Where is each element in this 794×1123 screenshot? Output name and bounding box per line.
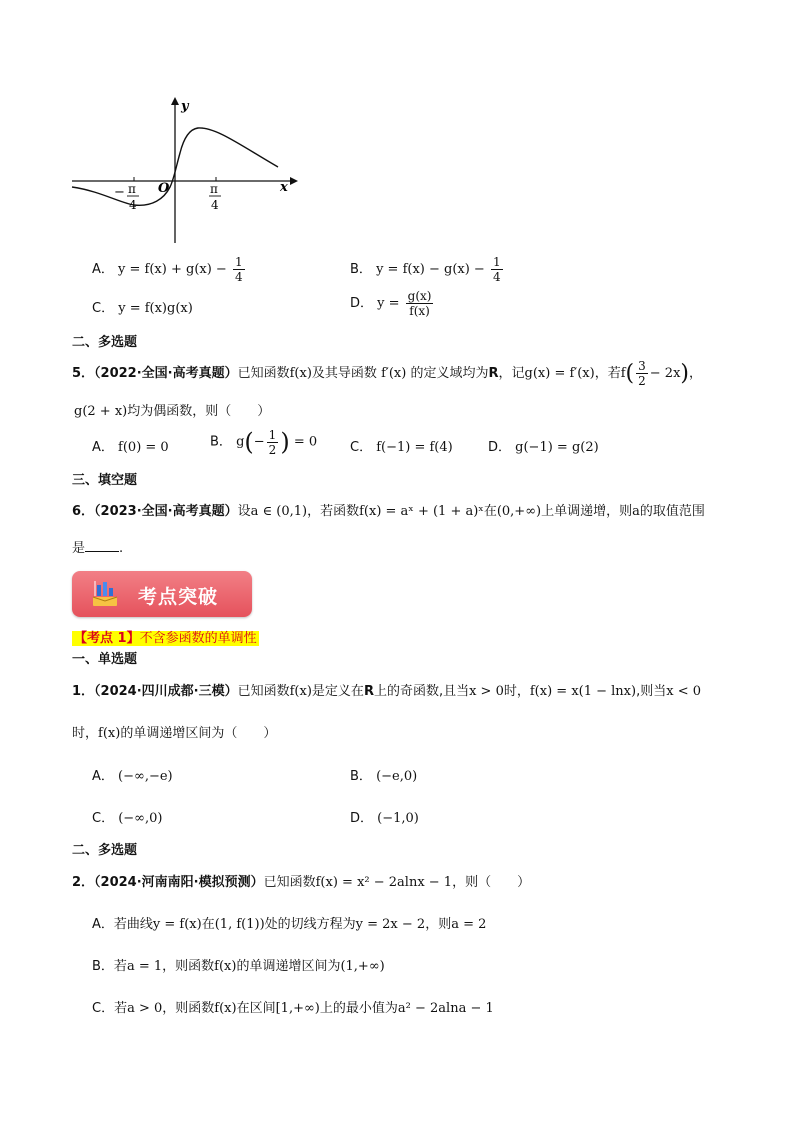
p1-text: 上的奇函数,且当 [373,684,470,699]
q4-option-a-label: A． [92,262,114,277]
q4-option-a-frac [233,256,245,283]
p1-number: 1． [72,684,95,699]
p2-text: 若曲线 [113,917,153,932]
p1-stem-line1 [72,680,701,699]
p1-math: f(x) [289,684,312,699]
topic-bracket-open: 【考点 [74,631,114,646]
p1-math: f(x) [98,726,121,741]
frac-den: 2 [638,374,646,388]
section-banner [72,571,252,617]
p2-option-c[interactable] [92,997,494,1016]
q5-option-a[interactable] [92,436,169,455]
p2-stem [72,871,530,890]
section-heading-single-choice: 一、单选题 [72,652,138,667]
p1-option-b[interactable] [350,765,417,784]
q6-text: 设 [237,504,251,519]
tick-right-den: 4 [211,198,219,212]
q4-option-c-label: C． [92,301,115,316]
p1-text: 时， [503,684,530,699]
q6-text: . [119,541,124,556]
p2-number: 2． [72,875,95,890]
q6-text: 上单调递增，则 [541,504,633,519]
p1-math: x < 0 [666,684,701,699]
tick-left-den: 4 [129,198,137,212]
q5-option-c-math: f(−1) = f(4) [376,440,453,455]
q6-math: a ∈ (0,1) [250,504,308,519]
q5-text: ， [689,366,703,381]
q5-option-a-math: f(0) = 0 [118,440,169,455]
q5-option-b-math-rhs: = 0 [293,434,318,450]
section-heading-fill-blank: 三、填空题 [72,473,138,488]
p1-source: （2024·四川成都·三模） [94,684,238,699]
p2-math: f(x) = x² − 2alnx − 1 [315,875,453,890]
p2-text: 若 [113,959,127,974]
p1-option-b-math: (−e,0) [376,769,418,784]
p1-math: f(x) = x(1 − lnx) [529,684,637,699]
q4-option-d[interactable] [350,290,435,317]
q5-frac [636,360,648,387]
q5-number: 5． [72,366,95,381]
frac-num: 1 [234,255,243,269]
q4-option-b-frac [491,256,503,283]
q4-option-c-math: y = f(x)g(x) [118,301,193,316]
q6-text: 在 [483,504,497,519]
q6-math: (0,+∞) [496,504,542,519]
p1-option-d-label: D． [350,811,374,826]
p2-text: 处的切线方程为 [264,917,356,932]
axis-x-label: x [280,180,288,195]
tick-right-pi: π [210,182,218,196]
p2-math: (1,+∞) [340,959,385,974]
topic-name: 不含参函数的单调性 [139,631,257,646]
p2-math: a² − 2alna − 1 [397,1001,494,1016]
q4-option-a[interactable] [92,256,247,283]
p2-option-a[interactable] [92,913,486,932]
q5-option-b-minus: − [253,434,265,450]
q5-text: ，若 [594,366,621,381]
q5-math: − 2x [649,366,681,381]
q6-number: 6． [72,504,95,519]
p2-math: y = 2x − 2 [355,917,426,932]
q6-math: a [632,504,640,519]
book-chart-icon [90,579,120,609]
p2-text: 在 [201,917,215,932]
q5-math: f [620,366,626,381]
p1-bold-r: R [363,684,374,699]
x-axis-arrow [290,177,298,185]
q5-option-b-label: B． [210,434,232,450]
p2-option-c-label: C． [92,1001,115,1016]
q5-text: 的定义域均为 [410,366,489,381]
q5-text: 已知函数 [237,366,290,381]
frac-num: 1 [492,255,501,269]
p2-text: 的单调递增区间为 [236,959,341,974]
p2-text: 若 [114,1001,128,1016]
q5-math: f′(x) [381,366,407,381]
p2-math: y = f(x) [152,917,202,932]
origin-label: O [158,181,170,196]
q4-option-a-math: y = f(x) + g(x) − [118,262,231,277]
p2-text: 已知函数 [263,875,316,890]
q4-option-b[interactable] [350,256,505,283]
q5-option-a-label: A． [92,440,114,455]
p2-option-a-label: A． [92,917,114,932]
frac-num: 3 [638,359,646,373]
p2-math: a > 0 [127,1001,163,1016]
q5-bold-r: R [488,366,499,381]
p2-math: (1, f(1)) [214,917,265,932]
p1-option-a-math: (−∞,−e) [118,769,173,784]
q4-option-d-label: D． [350,296,374,311]
p1-option-d[interactable] [350,807,419,826]
p1-option-d-math: (−1,0) [377,811,419,826]
y-axis-arrow [171,97,179,105]
q5-source: （2022·全国·高考真题） [94,366,238,381]
p1-option-c-math: (−∞,0) [118,811,163,826]
function-graph [70,95,300,245]
p2-text: 在区间 [236,1001,276,1016]
q5-option-d-label: D． [488,440,512,455]
p2-option-b-label: B． [92,959,114,974]
p2-math: a = 1 [126,959,163,974]
q6-math: f(x) = aˣ + (1 + a)ˣ [359,504,484,519]
q5-option-b-math: g [236,434,245,450]
p2-text: 上的最小值为 [319,1001,398,1016]
p2-text: ，则函数 [162,1001,215,1016]
p2-text: ，则 [425,917,452,932]
frac-den: 4 [234,270,243,284]
q6-text: 是 [72,541,86,556]
p1-text: 是定义在 [311,684,364,699]
p2-math: a = 2 [451,917,487,932]
q6-text: 的取值范围 [639,504,705,519]
q4-option-d-math: y = [377,296,404,311]
frac-den: 2 [268,442,277,457]
p2-math: [1,+∞) [275,1001,320,1016]
q6-answer-blank[interactable] [85,539,119,552]
q5-text: 及其导函数 [311,366,377,381]
frac-num: g(x) [407,289,432,303]
q5-option-d-math: g(−1) = g(2) [515,440,599,455]
p1-text: 的单调递增区间为（ ） [120,726,277,741]
frac-den: f(x) [409,304,430,318]
p1-option-a-label: A． [92,769,114,784]
p2-source: （2024·河南南阳·模拟预测） [94,875,264,890]
q4-option-d-frac [406,290,434,317]
tick-left-minus: − [114,185,125,200]
axis-y-label: y [181,99,189,114]
q5-option-d[interactable] [488,436,599,455]
p1-option-c[interactable] [92,807,163,826]
section-heading-multi-choice: 二、多选题 [72,335,138,350]
frac-den: 4 [492,270,501,284]
topic-number: 1 [113,631,127,646]
q5-option-c-label: C． [350,440,373,455]
q4-option-c[interactable] [92,297,193,316]
p1-option-c-label: C． [92,811,115,826]
p1-math: x > 0 [469,684,504,699]
q6-source: （2023·全国·高考真题） [94,504,238,519]
p1-option-b-label: B． [350,769,372,784]
p2-text: ，则函数 [162,959,215,974]
section-heading-multi-choice-2: 二、多选题 [72,843,138,858]
p1-option-a[interactable] [92,765,173,784]
q4-option-b-math: y = f(x) − g(x) − [376,262,489,277]
topic-tag [72,627,259,646]
p1-text: 时， [72,726,99,741]
q5-math: g(x) = f′(x) [524,366,595,381]
p2-text: ，则（ ） [452,875,531,890]
p1-text: ,则当 [636,684,667,699]
q6-stem-line2 [72,537,123,556]
p2-math: f(x) [214,959,237,974]
q5-math: f(x) [289,366,312,381]
topic-tag-box [72,631,259,646]
p2-math: f(x) [214,1001,237,1016]
banner-title: 考点突破 [138,586,219,608]
p1-stem-line2 [72,722,276,741]
q6-text: ，若函数 [307,504,360,519]
q5-text: 均为偶函数，则（ ） [127,404,271,419]
q5-text: ，记 [498,366,525,381]
frac-num: 1 [268,427,277,442]
p2-option-b[interactable] [92,955,385,974]
q4-option-b-label: B． [350,262,372,277]
q5-stem-line2 [74,400,270,419]
tick-left-pi: π [128,182,136,196]
q5-stem-line1: 5．（2022·全国·高考真题）已知函数f(x)及其导函数 f′(x) 的定义域均为R，记g(x) = f′(x)，若f( $\frac{3}{2}$ − 2x)， [72,359,703,388]
q5-option-b-frac [267,429,279,456]
q5-math: g(2 + x) [74,404,128,419]
q5-option-c[interactable] [350,436,453,455]
p1-text: 已知函数 [237,684,290,699]
q6-stem-line1 [72,500,705,519]
q5-option-b[interactable]: B． g(− $\frac{1}{2}$ ) = 0 [210,427,318,457]
topic-bracket-close: 】 [126,631,140,646]
